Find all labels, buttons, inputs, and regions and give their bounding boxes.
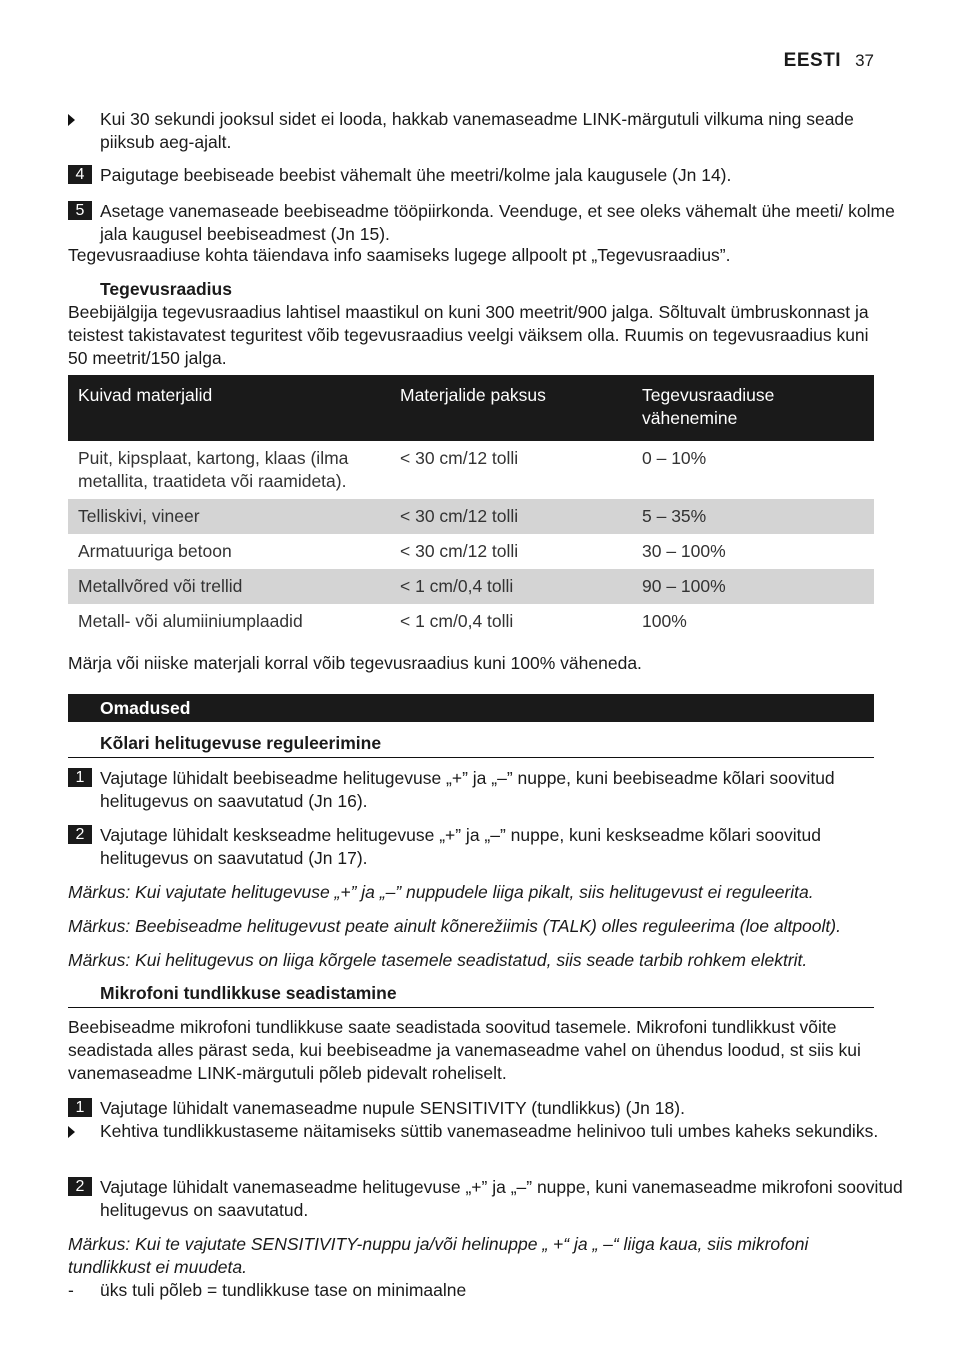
language-label: EESTI xyxy=(783,50,842,71)
table-cell: < 1 cm/0,4 tolli xyxy=(400,611,514,631)
step-number-badge: 4 xyxy=(68,165,92,184)
table-cell: Metall- või alumiiniumplaadid xyxy=(78,611,303,631)
table-cell: 100% xyxy=(642,611,687,631)
bullet-triangle-icon xyxy=(68,114,75,126)
table-cell: < 30 cm/12 tolli xyxy=(390,499,632,534)
table-header-cell: Materjalide paksus xyxy=(390,375,632,441)
step-item-2: 2 Vajutage lühidalt vanemaseadme helitugevuse „+” ja „–” nuppe, kuni vanemaseadme mikrofoni soovitud helitugevus on saavutatud. xyxy=(68,1176,906,1222)
note-text: Märkus: Kui vajutate helitugevuse „+” ja „–” nuppudele liiga pikalt, siis helitugevust ei reguleerita. xyxy=(68,882,814,902)
table-cell: 5 – 35% xyxy=(632,499,874,534)
table-cell: 0 – 10% xyxy=(642,448,707,468)
note-text: Märkus: Kui helitugevus on liiga kõrgele tasemele seadistatud, siis seade tarbib rohkem elektrit. xyxy=(68,950,808,970)
mic-intro-paragraph: Beebiseadme mikrofoni tundlikkuse saate seadistada soovitud tasemele. Mikrofoni tundlikkust võite seadistada alles pärast seda, kui beebiseadme ja vanemaseadme vahel on ühendus loodud, st siis kui vanemaseadme LINK-märgutuli põleb pidevalt roheliselt. xyxy=(68,1017,861,1083)
step-item-2: 2 Vajutage lühidalt keskseadme helitugevuse „+” ja „–” nuppe, kuni keskseadme kõlari soovitud helitugevus on saavutatud (Jn 17). xyxy=(68,824,906,870)
table-cell: < 30 cm/12 tolli xyxy=(400,541,519,561)
table-header-row xyxy=(68,375,874,441)
table-cell: 90 – 100% xyxy=(632,569,874,604)
table-cell: < 1 cm/0,4 tolli xyxy=(390,569,632,604)
section-title-range: Tegevusraadius xyxy=(100,279,232,299)
bullet-triangle-icon xyxy=(68,1126,75,1138)
table-cell: 30 – 100% xyxy=(642,541,726,561)
section-bar-features xyxy=(68,694,874,722)
range-paragraph: Beebijälgija tegevusraadius lahtisel maastikul on kuni 300 meetrit/900 jalga. Sõltuvalt ümbruskonnast ja teistest takistavatest teguritest võib tegevusraadius veelgi väiksem olla. Ruumis on tegevusraadius kuni 50 meetrit/150 jalga. xyxy=(68,302,869,368)
table-row xyxy=(68,604,874,639)
list-item: - üks tuli põleb = tundlikkuse tase on minimaalne xyxy=(68,1280,467,1300)
table-row xyxy=(68,441,874,499)
table-header-cell: Tegevusraadiuse vähenemine xyxy=(632,375,874,441)
step-number-badge: 5 xyxy=(68,201,92,220)
step-item-1: 1 Vajutage lühidalt beebiseadme helitugevuse „+” ja „–” nuppe, kuni beebiseadme kõlari soovitud helitugevus on saavutatud (Jn 16). xyxy=(68,767,906,813)
bullet-item: Kehtiva tundlikkustaseme näitamiseks süttib vanemaseadme helinivoo tuli umbes kaheks sekundiks. xyxy=(68,1120,906,1143)
bullet-item: Kui 30 sekundi jooksul sidet ei looda, hakkab vanemaseadme LINK-märgutuli vilkuma ning seade piiksub aeg-ajalt. xyxy=(68,108,906,154)
step-number-badge: 2 xyxy=(68,1177,92,1196)
page-number: 37 xyxy=(855,51,874,70)
step-item-5: 5 Asetage vanemaseade beebiseadme tööpiirkonda. Veenduge, et see oleks vähemalt ühe meeti/ kolme jala kaugusel beebiseadmest (Jn 15). xyxy=(68,200,906,246)
table-cell: < 30 cm/12 tolli xyxy=(400,448,519,468)
dash-marker: - xyxy=(68,1280,74,1300)
section-title-features: Omadused xyxy=(100,698,191,718)
wet-material-note: Märja või niiske materjali korral võib tegevusraadius kuni 100% väheneda. xyxy=(68,653,642,673)
table-row xyxy=(68,534,874,569)
subsection-title-mic: Mikrofoni tundlikkuse seadistamine xyxy=(68,982,874,1008)
step-number-badge: 1 xyxy=(68,768,92,787)
step-item-4: 4 Paigutage beebiseade beebist vähemalt ühe meetri/kolme jala kaugusele (Jn 14). xyxy=(68,164,906,187)
table-cell: Armatuuriga betoon xyxy=(78,541,232,561)
table-row xyxy=(68,499,874,534)
table-header-cell: Kuivad materjalid xyxy=(68,375,390,441)
subsection-title-speaker: Kõlari helitugevuse reguleerimine xyxy=(68,732,874,758)
note-text: Märkus: Kui te vajutate SENSITIVITY-nuppu ja/või helinuppe „ +“ ja „ –“ liiga kaua, siis mikrofoni tundlikkust ei muudeta. xyxy=(68,1234,809,1277)
page-header xyxy=(784,49,874,72)
table-cell: Metallvõred või trellid xyxy=(68,569,390,604)
step-item-1: 1 Vajutage lühidalt vanemaseadme nupule SENSITIVITY (tundlikkus) (Jn 18). xyxy=(68,1097,906,1120)
step-number-badge: 2 xyxy=(68,825,92,844)
table-cell: Telliskivi, vineer xyxy=(68,499,390,534)
material-table xyxy=(68,375,874,639)
info-text: Tegevusraadiuse kohta täiendava info saamiseks lugege allpoolt pt „Tegevusraadius”. xyxy=(68,245,731,265)
step-number-badge: 1 xyxy=(68,1098,92,1117)
note-text: Märkus: Beebiseadme helitugevust peate ainult kõnerežiimis (TALK) olles reguleerima (loe altpoolt). xyxy=(68,916,841,936)
table-cell: Puit, kipsplaat, kartong, klaas (ilma metallita, traatideta või raamideta). xyxy=(78,448,349,491)
table-row xyxy=(68,569,874,604)
